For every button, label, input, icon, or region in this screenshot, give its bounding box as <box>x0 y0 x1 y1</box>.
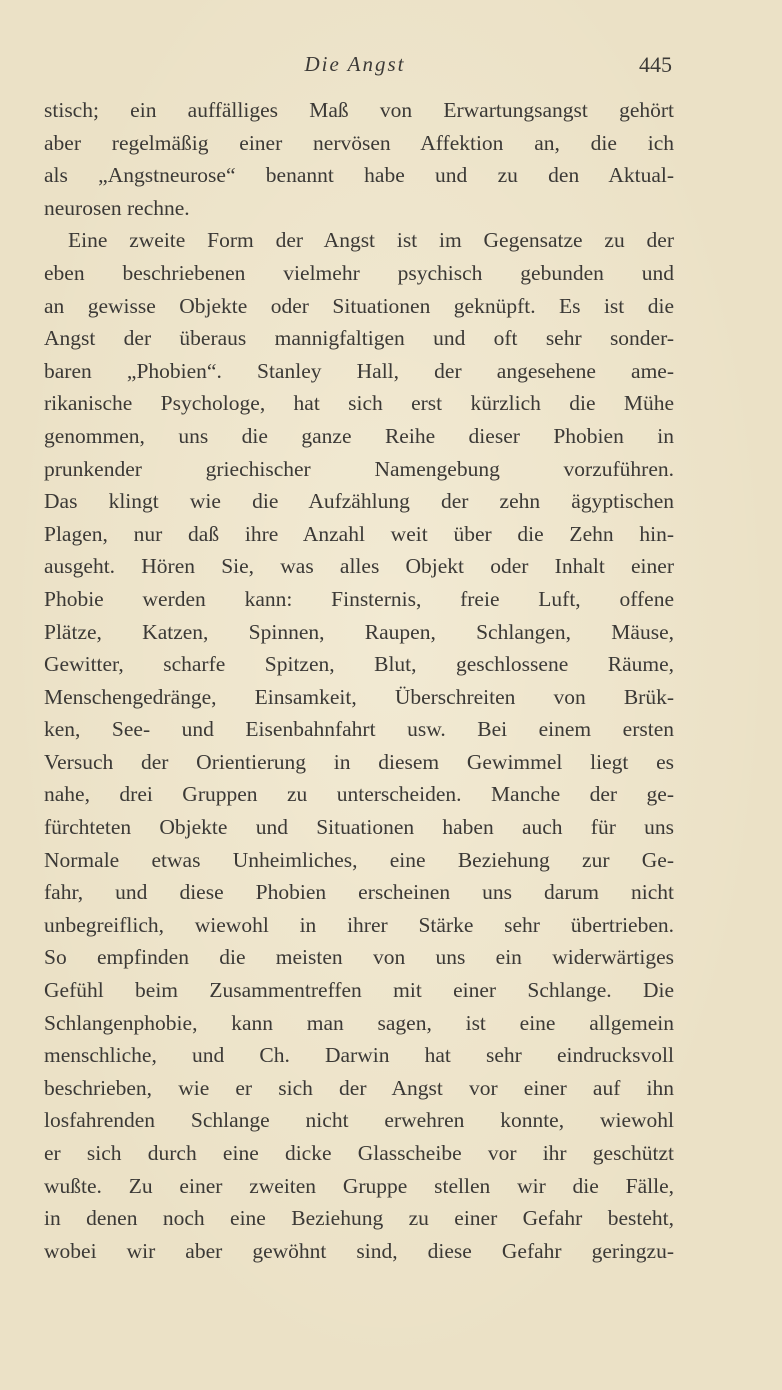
text-line: neurosen rechne. <box>44 195 190 220</box>
text-line: Eine zweite Form der Angst ist im Gegensatze zu der <box>68 228 674 253</box>
text-line: So empfinden die meisten von uns ein widerwärtiges <box>44 945 674 970</box>
text-line: Menschengedränge, Einsamkeit, Überschreiten von Brük- <box>44 684 674 709</box>
text-line: Normale etwas Unheimliches, eine Beziehung zur Ge- <box>44 847 674 872</box>
text-line: Gewitter, scharfe Spitzen, Blut, geschlossene Räume, <box>44 652 674 677</box>
text-line: beschrieben, wie er sich der Angst vor einer auf ihn <box>44 1075 674 1100</box>
text-line: losfahrenden Schlange nicht erwehren konnte, wiewohl <box>44 1108 674 1133</box>
text-line: an gewisse Objekte oder Situationen geknüpft. Es ist die <box>44 293 674 318</box>
text-line: fahr, und diese Phobien erscheinen uns darum nicht <box>44 880 674 905</box>
text-line: wußte. Zu einer zweiten Gruppe stellen wir die Fälle, <box>44 1173 674 1198</box>
text-line: baren „Phobien“. Stanley Hall, der angesehene ame- <box>44 358 674 383</box>
text-line: Das klingt wie die Aufzählung der zehn ägyptischen <box>44 489 674 514</box>
text-line: ken, See- und Eisenbahnfahrt usw. Bei einem ersten <box>44 717 674 742</box>
text-line: Versuch der Orientierung in diesem Gewimmel liegt es <box>44 749 674 774</box>
running-head <box>0 52 782 82</box>
page-number: 445 <box>639 52 672 77</box>
text-line: Gefühl beim Zusammentreffen mit einer Schlange. Die <box>44 978 674 1003</box>
text-line: wobei wir aber gewöhnt sind, diese Gefahr geringzu- <box>44 1238 674 1263</box>
body-text <box>44 94 674 1267</box>
text-line: rikanische Psychologe, hat sich erst kürzlich die Mühe <box>44 391 674 416</box>
text-line: Plätze, Katzen, Spinnen, Raupen, Schlangen, Mäuse, <box>44 619 674 644</box>
text-line: nahe, drei Gruppen zu unterscheiden. Manche der ge- <box>44 782 674 807</box>
running-title: Die Angst <box>304 52 406 76</box>
text-line: Angst der überaus mannigfaltigen und oft sehr sonder- <box>44 326 674 351</box>
text-line: als „Angstneurose“ benannt habe und zu den Aktual- <box>44 163 674 188</box>
text-line: genommen, uns die ganze Reihe dieser Phobien in <box>44 423 674 448</box>
text-line: in denen noch eine Beziehung zu einer Gefahr besteht, <box>44 1206 674 1231</box>
text-line: unbegreiflich, wiewohl in ihrer Stärke sehr übertrieben. <box>44 912 674 937</box>
text-line: stisch; ein auffälliges Maß von Erwartungsangst gehört <box>44 98 674 122</box>
text-line: Schlangenphobie, kann man sagen, ist eine allgemein <box>44 1010 674 1035</box>
text-line: er sich durch eine dicke Glasscheibe vor ihr geschützt <box>44 1141 674 1165</box>
text-line: fürchteten Objekte und Situationen haben auch für uns <box>44 815 674 840</box>
text-line: Plagen, nur daß ihre Anzahl weit über die Zehn hin- <box>44 521 674 546</box>
text-line: eben beschriebenen vielmehr psychisch gebunden und <box>44 260 674 285</box>
text-line: prunkender griechischer Namengebung vorzuführen. <box>44 456 674 481</box>
text-line: ausgeht. Hören Sie, was alles Objekt oder Inhalt einer <box>44 554 674 579</box>
text-line: menschliche, und Ch. Darwin hat sehr eindrucksvoll <box>44 1043 674 1068</box>
text-line: aber regelmäßig einer nervösen Affektion an, die ich <box>44 130 674 155</box>
text-line: Phobie werden kann: Finsternis, freie Luft, offene <box>44 586 674 611</box>
